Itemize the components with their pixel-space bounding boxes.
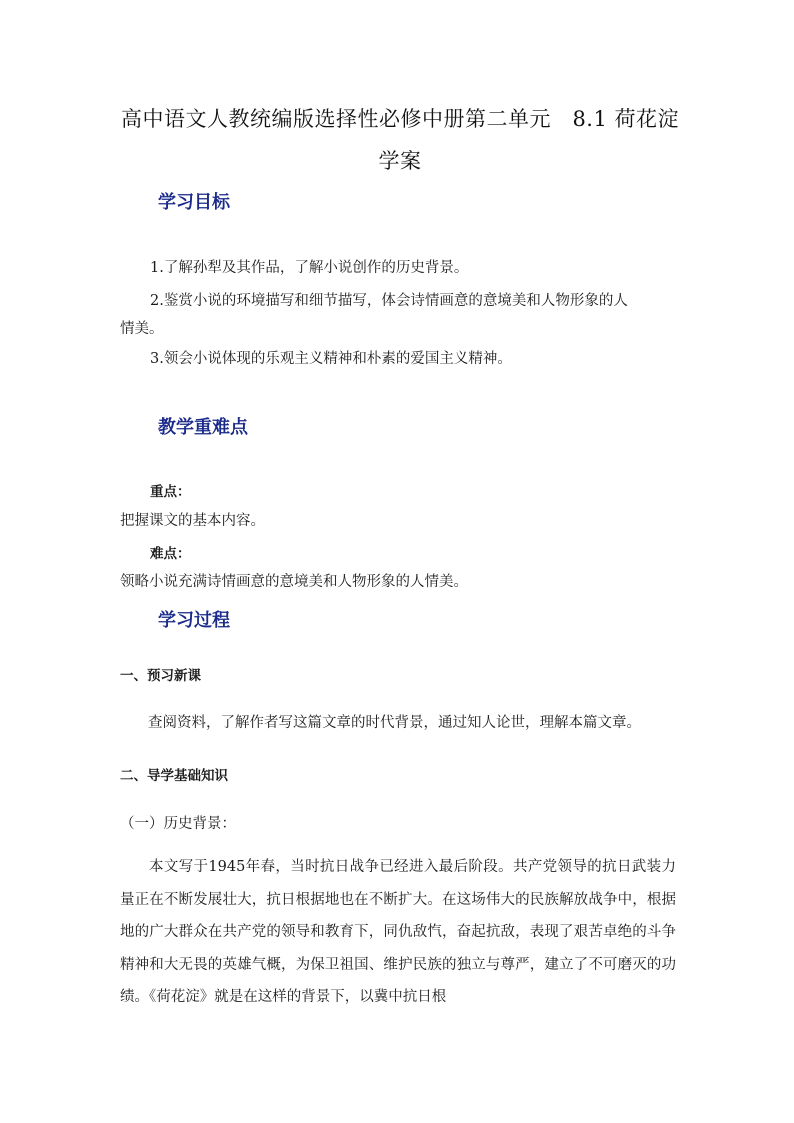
part2-heading: 二、导学基础知识	[120, 768, 228, 784]
document-title-continued: 学案	[378, 149, 422, 173]
section-heading-objectives: 学习目标	[158, 192, 230, 213]
objective-item-3: 3.领会小说体现的乐观主义精神和朴素的爱国主义精神。	[150, 351, 512, 367]
difficulty-text: 领略小说充满诗情画意的意境美和人物形象的人情美。	[120, 574, 468, 590]
document-title: 高中语文人教统编版选择性必修中册第二单元 8.1 荷花淀	[120, 107, 680, 131]
sub1-paragraph: 本文写于1945年春，当时抗日战争已经进入最后阶段。共产党领导的抗日武装力量正在不断发展壮大，抗日根据地也在不断扩大。在这场伟大的民族解放战争中，根据地的广大群众在共产党的领导和教育下，同仇敌忾，奋起抗敌，表现了艰苦卓绝的斗争精神和大无畏的英雄气概，为保卫祖国、维护民族的独立与尊严，建立了不可磨灭的功绩。《荷花淀》就是在这样的背景下，以冀中抗日根	[120, 859, 676, 1005]
part1-text: 查阅资料，了解作者写这篇文章的时代背景，通过知人论世，理解本篇文章。	[148, 715, 641, 731]
sub1-heading: （一）历史背景：	[120, 816, 236, 832]
difficulty-label: 难点：	[150, 546, 191, 562]
section-heading-process: 学习过程	[158, 610, 230, 631]
objective-item-2: 2.鉴赏小说的环境描写和细节描写，体会诗情画意的意境美和人物形象的人	[150, 293, 628, 309]
part1-heading: 一、预习新课	[120, 668, 201, 684]
focus-label: 重点：	[150, 484, 191, 500]
focus-text: 把握课文的基本内容。	[120, 513, 265, 529]
objective-item-2-continued: 情美。	[120, 321, 164, 337]
section-heading-key-points: 教学重难点	[158, 417, 248, 438]
objective-item-1: 1.了解孙犁及其作品，了解小说创作的历史背景。	[150, 260, 469, 276]
